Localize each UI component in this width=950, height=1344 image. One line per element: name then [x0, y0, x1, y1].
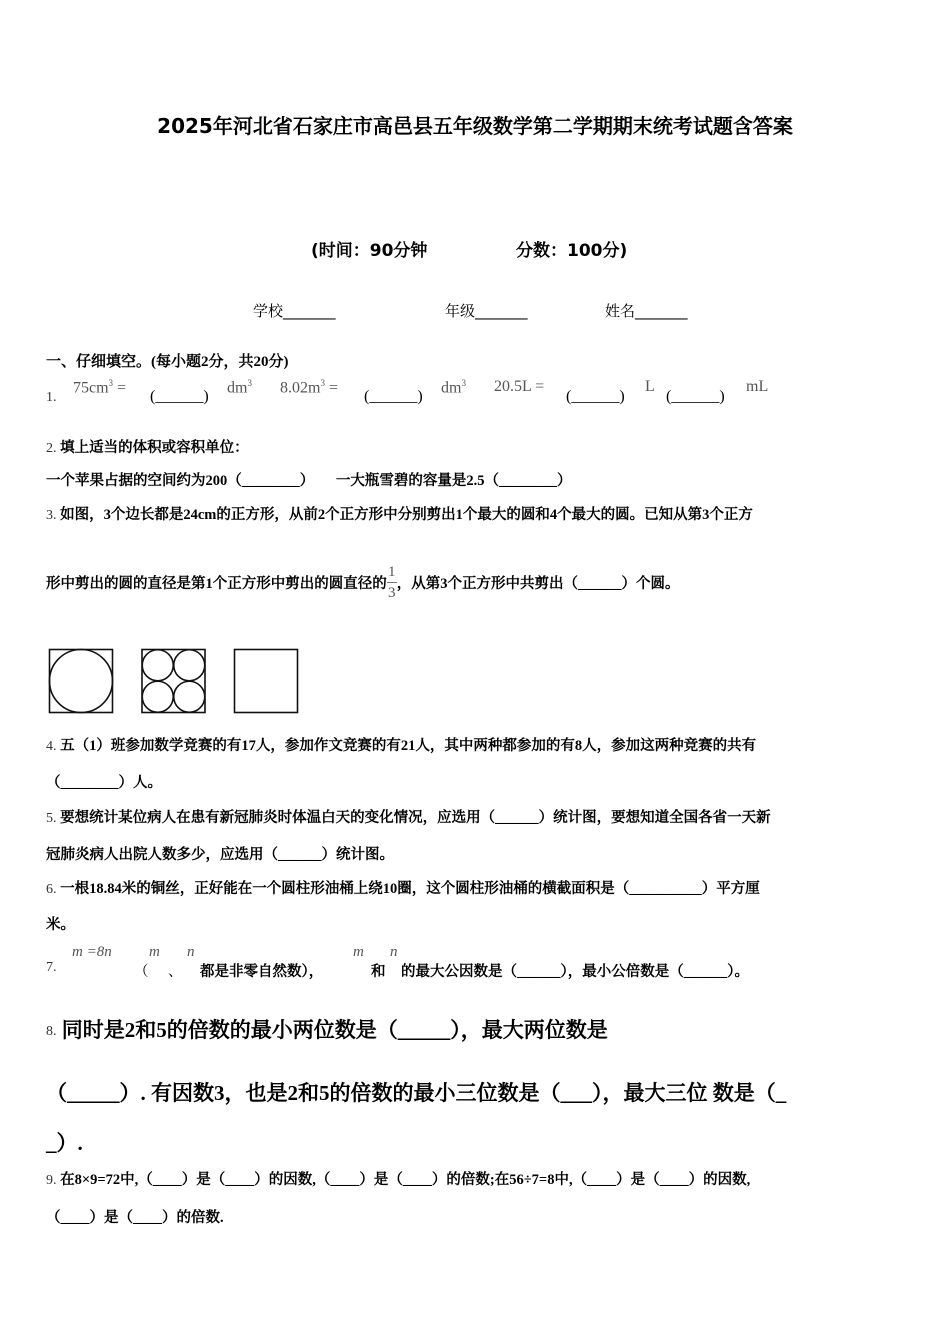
q1-blank-4: (______) [666, 388, 725, 405]
school-field [253, 300, 336, 321]
question-7: 7. m =8n （ m 、 n 都是非零自然数）， m 和 n 的最大公因数是（______），最小公倍数是（______）。 [46, 944, 749, 980]
question-number: 6. [46, 882, 57, 897]
question-number: 7. [46, 960, 57, 975]
squares-figure [48, 648, 300, 714]
q8-line-2: （_____）. 有因数3，也是2和5的倍数的最小三位数是（___），最大三位 数是（_ [46, 1081, 787, 1105]
score-label: 分数：100分) [516, 241, 628, 261]
question-number: 1. [46, 390, 57, 405]
question-number: 4. [46, 739, 57, 754]
school-label: 学校 [253, 302, 284, 320]
q1-unit-mL: mL [746, 378, 769, 395]
empty-square [235, 650, 298, 713]
q4-line-2: （________）人。 [46, 775, 162, 791]
q1-unit-1: $dm^3$ [227, 378, 252, 397]
name-label: 姓名 [605, 302, 636, 320]
q2-line-2: 一个苹果占据的空间约为200（________） 一大瓶雪碧的容量是2.5（________） [46, 473, 572, 489]
question-2 [46, 436, 249, 457]
document-title: 2025年河北省石家庄市高邑县五年级数学第二学期期末统考试题含答案 [157, 114, 793, 138]
q2-line-1: 填上适当的体积或容积单位： [60, 440, 249, 456]
question-number: 3. [46, 508, 57, 523]
question-number: 5. [46, 811, 57, 826]
q4-line-1: 五（1）班参加数学竞赛的有17人，参加作文竞赛的有21人，其中两种都参加的有8人，参加这两种竞赛的共有 [60, 738, 757, 754]
question-number: 8. [46, 1024, 57, 1040]
square-one-circle [50, 650, 113, 713]
grade-blank: _______ [475, 302, 528, 320]
q6-line-1: 一根18.84米的铜丝，正好能在一个圆柱形油桶上绕10圈，这个圆柱形油桶的横截面积是（__________）平方厘 [60, 881, 760, 897]
square-four-circles [142, 650, 205, 713]
school-blank: _______ [283, 302, 336, 320]
q1-blank-2: (______) [364, 388, 423, 405]
q1-unit-L: L [645, 378, 655, 395]
q1-blank-3: (______) [566, 388, 625, 405]
question-number: 9. [46, 1173, 57, 1188]
q1-unit-2: $dm^3$ [441, 378, 466, 397]
section-heading: 一、仔细填空。(每小题2分，共20分) [46, 354, 289, 370]
question-4 [46, 734, 756, 755]
question-5 [46, 806, 771, 827]
fraction-one-third: $\frac{1}{3}$ [388, 564, 396, 601]
q9-line-2: （____）是（____）的倍数. [46, 1210, 224, 1226]
q6-line-2: 米。 [46, 917, 75, 933]
q5-line-2: 冠肺炎病人出院人数多少，应选用（______）统计图。 [46, 847, 394, 863]
q8-line-1: 同时是2和5的倍数的最小两位数是（_____），最大两位数是 [61, 1018, 608, 1042]
q1-blank-1: (______) [150, 388, 209, 405]
name-field [605, 300, 688, 321]
q8-line-3: _）. [46, 1131, 83, 1155]
q3-line-2: 形中剪出的圆的直径是第1个正方形中剪出的圆直径的$\frac{1}{3}$，从第3个正方形中共剪出（______）个圆。 [46, 564, 680, 601]
q1-expr-2: $8.02m^3$ = [280, 378, 338, 397]
question-3 [46, 503, 753, 524]
name-blank: _______ [635, 302, 688, 320]
question-8 [46, 1014, 608, 1044]
grade-label: 年级 [445, 302, 476, 320]
q9-line-1: 在8×9=72中,（____）是（____）的因数,（____）是（____）的倍数;在56÷7=8中,（____）是（____）的因数, [60, 1172, 751, 1188]
question-9 [46, 1168, 750, 1189]
question-6 [46, 877, 760, 898]
grade-field [445, 300, 528, 321]
q3-line-1: 如图，3个边长都是24cm的正方形，从前2个正方形中分别剪出1个最大的圆和4个最大的圆。已知从第3个正方 [60, 507, 753, 523]
q7-expr: m =8n [72, 944, 112, 960]
q1-expr-3: 20.5L = [494, 378, 545, 395]
time-label: (时间：90分钟 [311, 241, 428, 261]
question-number: 2. [46, 441, 57, 456]
q1-expr-1: $75cm^3$ = [73, 378, 127, 397]
q5-line-1: 要想统计某位病人在患有新冠肺炎时体温白天的变化情况，应选用（______）统计图，要想知道全国各省一天新 [60, 810, 771, 826]
